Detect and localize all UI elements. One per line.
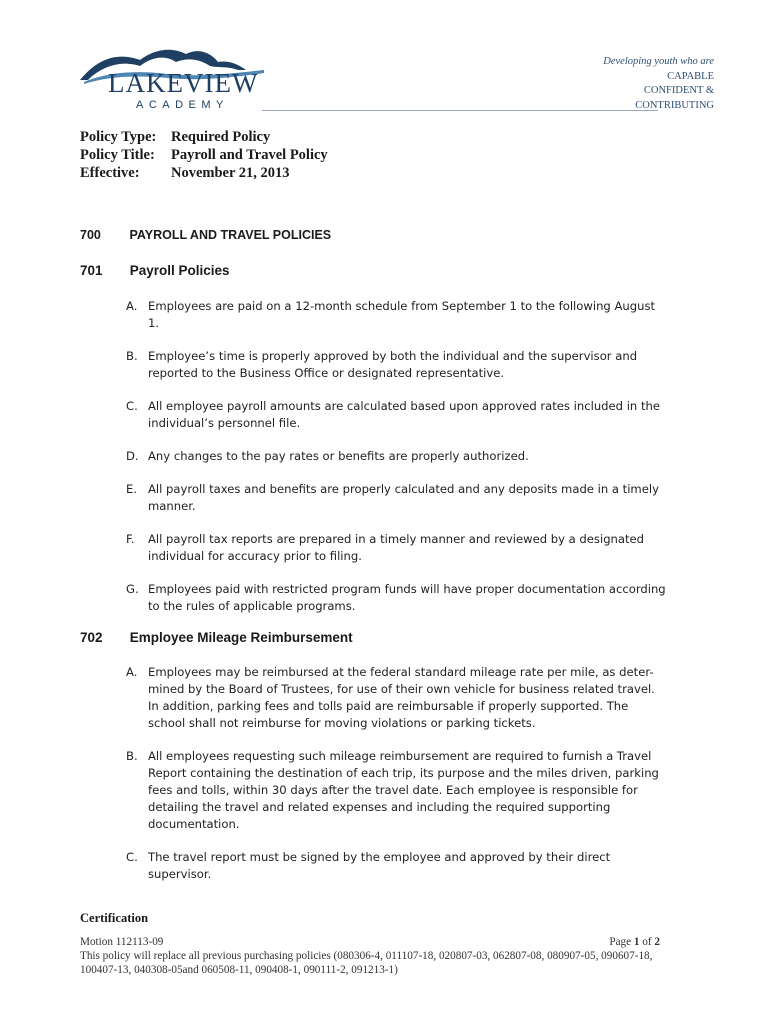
page-number bbox=[609, 935, 660, 949]
page-prefix: Page bbox=[609, 936, 634, 948]
list-item bbox=[126, 448, 666, 465]
item-letter: F. bbox=[126, 532, 135, 546]
page-current: 1 bbox=[633, 936, 640, 948]
item-letter: D. bbox=[126, 449, 139, 463]
item-letter: A. bbox=[126, 665, 138, 679]
item-text: Employees may be reimbursed at the federal standard mileage rate per mile, as deter-mined by the Board of Trustees, for use of their own vehicle for business related travel. In addition, parking fees and tolls paid are reimbursable if properly supported. The school shall not reimburse for moving violations or parking tickets. bbox=[148, 665, 655, 730]
item-text: All employees requesting such mileage reimbursement are required to furnish a Travel Report containing the destination of each trip, its purpose and the miles driven, parking fees and tolls, within 30 days after the travel date. Each employee is responsible for detailing the travel and related expenses and including the required supporting documentation. bbox=[148, 749, 659, 831]
section-number: 701 bbox=[80, 263, 103, 278]
item-text: Employees are paid on a 12-month schedule from September 1 to the following August 1. bbox=[148, 299, 656, 330]
item-letter: E. bbox=[126, 482, 138, 496]
logo-subtitle: ACADEMY bbox=[136, 99, 229, 111]
list-item bbox=[126, 531, 666, 565]
item-letter: A. bbox=[126, 299, 138, 313]
replacement-note: This policy will replace all previous purchasing policies (080306-4, 011107-18, 020807-03, 062807-08, 080907-05, 090607-18, 100407-13, 040308-05and 060508-11, 090408-1, 090111-2, 091213-1) bbox=[80, 950, 653, 976]
mileage-policy-list bbox=[126, 664, 666, 883]
list-item bbox=[126, 748, 666, 833]
section-701-heading bbox=[80, 263, 230, 278]
section-number: 700 bbox=[80, 228, 101, 242]
effective-row bbox=[80, 164, 328, 182]
policy-meta bbox=[80, 128, 328, 182]
policy-type-label: Policy Type: bbox=[80, 129, 157, 145]
policy-type-row bbox=[80, 128, 328, 146]
item-text: Any changes to the pay rates or benefits are properly authorized. bbox=[148, 449, 529, 463]
tagline-line-3: CONFIDENT & bbox=[643, 85, 714, 96]
tagline-line-4: CONTRIBUTING bbox=[635, 99, 714, 111]
section-title: PAYROLL AND TRAVEL POLICIES bbox=[129, 228, 332, 242]
policy-type-value: Required Policy bbox=[171, 129, 271, 145]
tagline-line-1: Developing youth who are bbox=[603, 56, 714, 67]
list-item bbox=[126, 581, 666, 615]
list-item bbox=[126, 398, 666, 432]
item-text: Employees paid with restricted program funds will have proper documentation according to the rules of applicable programs. bbox=[148, 582, 666, 613]
list-item bbox=[126, 849, 666, 883]
section-700-heading bbox=[80, 228, 331, 242]
item-letter: B. bbox=[126, 349, 138, 363]
footer bbox=[80, 935, 660, 977]
motion-number: Motion 112113-09 bbox=[80, 936, 164, 948]
header-divider bbox=[262, 110, 658, 111]
footer-row bbox=[80, 935, 660, 949]
page-total: 2 bbox=[654, 936, 660, 948]
section-title: Payroll Policies bbox=[129, 263, 230, 278]
list-item bbox=[126, 481, 666, 515]
effective-label: Effective: bbox=[80, 165, 140, 181]
logo-name: LAKEVIEW bbox=[108, 68, 259, 98]
certification-heading: Certification bbox=[80, 911, 149, 925]
lakeview-academy-logo bbox=[78, 44, 268, 116]
item-letter: B. bbox=[126, 749, 138, 763]
item-text: All payroll tax reports are prepared in a timely manner and reviewed by a designated individual for accuracy prior to filing. bbox=[148, 532, 645, 563]
tagline-line-2: CAPABLE bbox=[667, 70, 714, 82]
item-letter: C. bbox=[126, 850, 138, 864]
item-text: The travel report must be signed by the employee and approved by their direct supervisor. bbox=[148, 850, 611, 881]
section-number: 702 bbox=[80, 630, 103, 645]
item-letter: C. bbox=[126, 399, 138, 413]
page-of: of bbox=[639, 936, 655, 948]
policy-title-label: Policy Title: bbox=[80, 147, 155, 163]
tagline bbox=[603, 55, 714, 113]
item-letter: G. bbox=[126, 582, 139, 596]
list-item bbox=[126, 664, 666, 732]
section-title: Employee Mileage Reimbursement bbox=[129, 630, 353, 645]
item-text: Employee’s time is properly approved by both the individual and the supervisor and reported to the Business Office or designated representative. bbox=[148, 349, 638, 380]
item-text: All employee payroll amounts are calculated based upon approved rates included in the individual’s personnel file. bbox=[148, 399, 660, 430]
payroll-policy-list bbox=[126, 298, 666, 615]
section-702-heading bbox=[80, 630, 353, 645]
policy-title-row bbox=[80, 146, 328, 164]
list-item bbox=[126, 298, 666, 332]
list-item bbox=[126, 348, 666, 382]
effective-value: November 21, 2013 bbox=[171, 165, 290, 181]
item-text: All payroll taxes and benefits are properly calculated and any deposits made in a timely manner. bbox=[148, 482, 659, 513]
policy-title-value: Payroll and Travel Policy bbox=[171, 147, 328, 163]
